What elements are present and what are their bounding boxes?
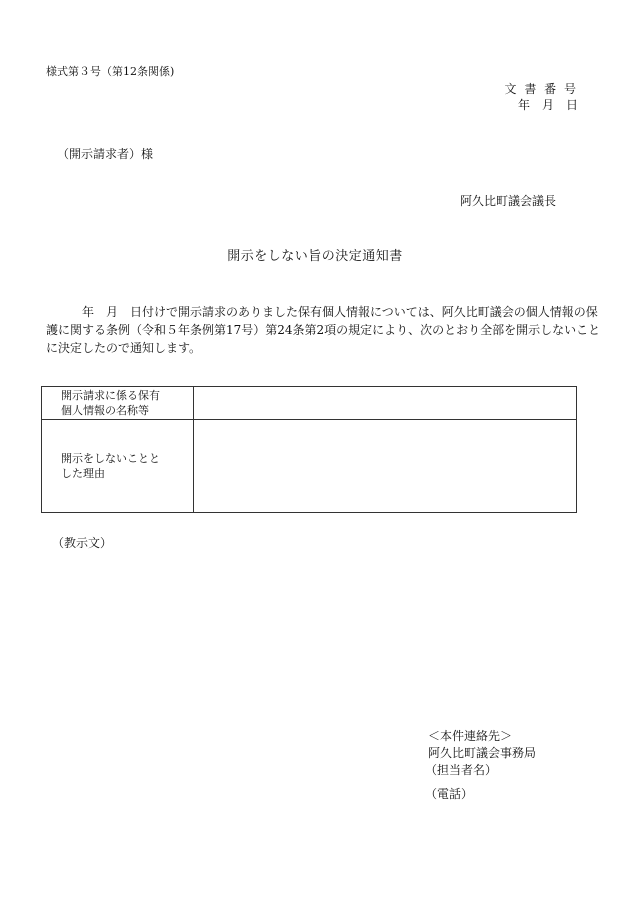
sender-name: 阿久比町議会議長: [459, 194, 556, 208]
table-label-line: 開示請求に係る保有: [61, 389, 160, 402]
table-label-line: 個人情報の名称等: [61, 404, 149, 417]
document-number-label: 文 書 番 号: [504, 82, 578, 96]
body-line: 護に関する条例（令和５年条例第17号）第24条第2項の規定により、次のとおり全部を開示しないこと: [46, 323, 601, 337]
document-title: 開示をしない旨の決定通知書: [227, 249, 403, 264]
table-label-line: した理由: [61, 467, 105, 480]
table-value-info-name: [194, 387, 577, 420]
body-line: に決定したので通知します。: [46, 341, 202, 355]
table-value-reason: [194, 420, 577, 513]
body-line: 年 月 日付けで開示請求のありました保有個人情報については、阿久比町議会の個人情報の保: [46, 305, 598, 319]
contact-person: （担当者名）: [425, 763, 498, 777]
decision-table: [41, 386, 577, 513]
table-label-info-name: [42, 387, 194, 420]
form-number: 様式第３号（第12条関係): [46, 65, 175, 78]
table-row-info-name: [42, 387, 577, 420]
recipient-line: （開示請求者）様: [57, 147, 154, 161]
table-row-reason: [42, 420, 577, 513]
table-label-line: 開示をしないことと: [61, 452, 160, 465]
body-paragraph: [46, 303, 601, 357]
instruction-note: （教示文）: [52, 536, 113, 550]
contact-office: 阿久比町議会事務局: [428, 746, 537, 760]
contact-header: ＜本件連絡先＞: [428, 729, 513, 743]
table-label-reason: [42, 420, 194, 513]
document-date-label: 年 月 日: [517, 98, 578, 112]
contact-phone: （電話）: [425, 787, 474, 801]
